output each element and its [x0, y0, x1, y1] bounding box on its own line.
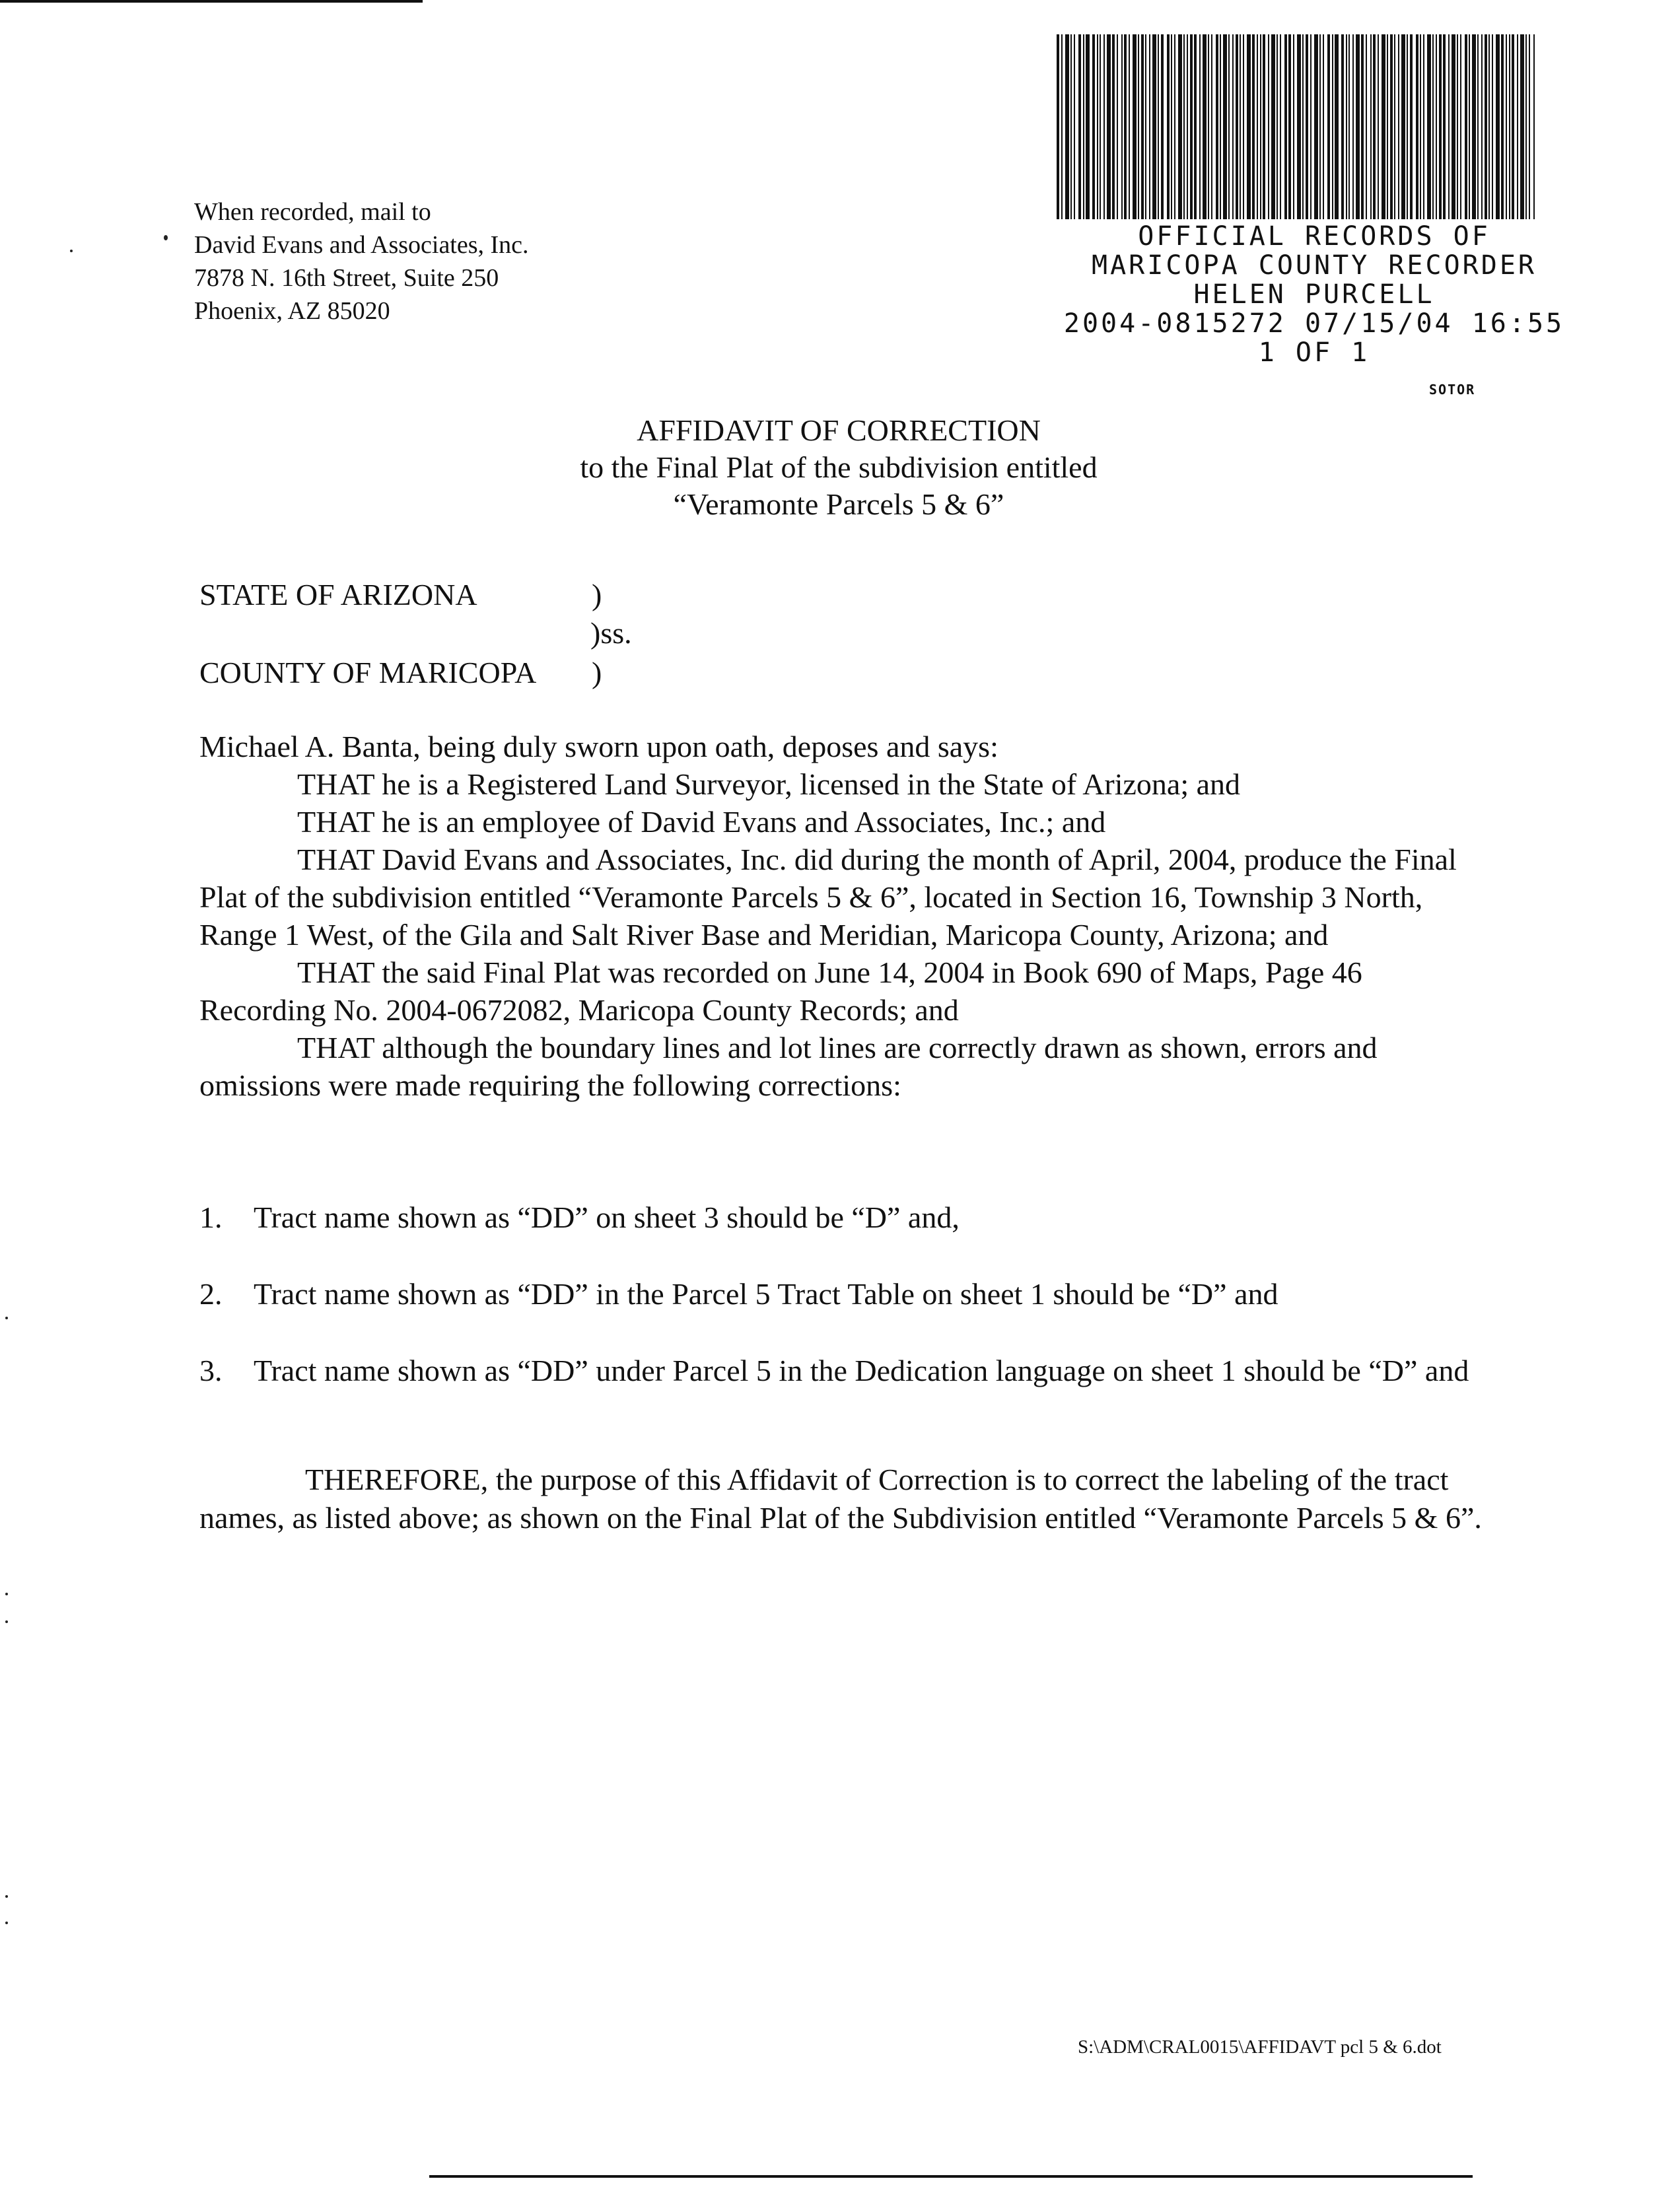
barcode-bar: [1263, 34, 1265, 219]
barcode-bar: [1448, 34, 1450, 219]
barcode-bar: [1252, 34, 1255, 219]
barcode-bar: [1121, 34, 1123, 219]
scan-speck: [5, 1922, 8, 1924]
barcode-bar: [1485, 34, 1487, 219]
recording-number: 2004-0815272 07/15/04 16:55: [1063, 308, 1565, 339]
barcode-bar: [1319, 34, 1321, 219]
barcode-bar: [1138, 34, 1139, 219]
barcode-bar: [1190, 34, 1193, 219]
barcode-bar: [1341, 34, 1344, 219]
barcode-bar: [1310, 34, 1312, 219]
scan-speck: [5, 1593, 8, 1595]
barcode-bar: [1512, 34, 1514, 219]
barcode-bar: [1401, 34, 1405, 219]
barcode-bar: [1117, 34, 1118, 219]
barcode-bar: [1501, 34, 1504, 219]
recorder-line: OFFICIAL RECORDS OF: [1138, 221, 1490, 252]
barcode-bar: [1394, 34, 1395, 219]
correction-item: [199, 1351, 1487, 1391]
scan-speck: [5, 1317, 8, 1319]
barcode-bar: [1107, 34, 1111, 219]
barcode-bar: [1496, 34, 1500, 219]
barcode-bar: [1211, 34, 1212, 219]
correction-item: [199, 1198, 1487, 1237]
barcode-bar: [1457, 34, 1458, 219]
barcode-bar: [1152, 34, 1156, 219]
barcode-bar: [1481, 34, 1483, 219]
venue-ss: )ss.: [590, 616, 632, 650]
mail-to-address-block: [194, 195, 529, 328]
barcode-bar: [1271, 34, 1275, 219]
correction-number: 3.: [199, 1354, 223, 1387]
scan-speck: [70, 250, 73, 252]
barcode-bar: [1183, 34, 1185, 219]
barcode-bar: [1370, 34, 1372, 219]
barcode-bar: [1061, 34, 1063, 219]
barcode: [1055, 34, 1536, 219]
barcode-bar: [1469, 34, 1470, 219]
document-title: [396, 412, 1281, 523]
barcode-bar: [1460, 34, 1461, 219]
barcode-bar: [1078, 34, 1081, 219]
barcode-bar: [1216, 34, 1218, 219]
barcode-bar: [1288, 34, 1291, 219]
venue-county: COUNTY OF MARICOPA: [199, 656, 537, 689]
barcode-bar: [1335, 34, 1339, 219]
barcode-bar: [1492, 34, 1493, 219]
file-path-footer: S:\ADM\CRAL0015\AFFIDAVT pcl 5 & 6.dot: [1078, 2036, 1442, 2058]
barcode-bar: [1178, 34, 1182, 219]
barcode-bar: [1314, 34, 1318, 219]
barcode-bar: [1416, 34, 1418, 219]
barcode-bar: [1187, 34, 1188, 219]
barcode-bar: [1171, 34, 1172, 219]
scan-speck: [5, 1895, 8, 1898]
therefore-paragraph-block: [199, 1461, 1494, 1537]
barcode-bar: [1452, 34, 1455, 219]
title-line: AFFIDAVIT OF CORRECTION: [637, 413, 1041, 447]
barcode-bar: [1439, 34, 1442, 219]
venue-paren: ): [592, 656, 602, 689]
barcode-bar: [1382, 34, 1385, 219]
barcode-bar: [1517, 34, 1518, 219]
barcode-bar: [1124, 34, 1127, 219]
body-paragraph: THAT although the boundary lines and lot lines are correctly drawn as shown, errors and omissions were made requiring the following corrections:: [199, 1031, 1378, 1102]
correction-item: [199, 1274, 1487, 1314]
barcode-bar: [1240, 34, 1241, 219]
scan-speck: [164, 235, 168, 240]
barcode-bar: [1332, 34, 1333, 219]
barcode-bar: [1092, 34, 1095, 219]
barcode-bar: [1268, 34, 1269, 219]
barcode-bar: [1302, 34, 1304, 219]
barcode-bar: [1065, 34, 1069, 219]
barcode-bar: [1520, 34, 1524, 219]
top-scan-rule: [0, 0, 423, 3]
barcode-bar: [1097, 34, 1098, 219]
barcode-bar: [1194, 34, 1197, 219]
barcode-bar: [1378, 34, 1379, 219]
barcode-bar: [1390, 34, 1393, 219]
barcode-bar: [1284, 34, 1287, 219]
barcode-bar: [1407, 34, 1408, 219]
barcode-bar: [1348, 34, 1350, 219]
therefore-paragraph: THEREFORE, the purpose of this Affidavit of Correction is to correct the labeling of the tract names, as listed above; as shown on the Final Plat of the Subdivision entitled “Veramonte Parcels 5 & 6”.: [199, 1463, 1482, 1535]
barcode-bar: [1141, 34, 1144, 219]
barcode-bar: [1443, 34, 1446, 219]
barcode-bar: [1361, 34, 1364, 219]
barcode-bar: [1145, 34, 1146, 219]
mail-to-line: Phoenix, AZ 85020: [194, 297, 390, 325]
barcode-bar: [1366, 34, 1367, 219]
body-paragraph: THAT David Evans and Associates, Inc. did during the month of April, 2004, produce the Final Plat of the subdivision entitled “Veramonte Parcels 5 & 6”, located in Section 16, Township 3 North, Range 1 West, of the Gila and Salt River Base and Meridian, Maricopa County, Arizona; and: [199, 843, 1457, 952]
barcode-bar: [1232, 34, 1234, 219]
barcode-bar: [1228, 34, 1230, 219]
mail-to-line: David Evans and Associates, Inc.: [194, 231, 529, 259]
barcode-bar: [1129, 34, 1130, 219]
barcode-bar: [1220, 34, 1221, 219]
barcode-bar: [1477, 34, 1479, 219]
barcode-bar: [1306, 34, 1308, 219]
recorder-line: HELEN PURCELL: [1193, 279, 1435, 310]
affidavit-body: [199, 728, 1494, 1104]
barcode-bar: [1323, 34, 1324, 219]
barcode-bar: [1529, 34, 1530, 219]
title-line: to the Final Plat of the subdivision entitled: [580, 450, 1098, 484]
mail-to-line: When recorded, mail to: [194, 198, 431, 226]
barcode-bar: [1280, 34, 1281, 219]
barcode-bar: [1346, 34, 1347, 219]
barcode-bar: [1161, 34, 1164, 219]
barcode-bar: [1277, 34, 1278, 219]
recorder-code: SOTOR: [1429, 382, 1476, 398]
barcode-bar: [1112, 34, 1115, 219]
barcode-bar: [1410, 34, 1413, 219]
barcode-bar: [1506, 34, 1507, 219]
barcode-bar: [1423, 34, 1424, 219]
barcode-bar: [1509, 34, 1510, 219]
barcode-bar: [1352, 34, 1354, 219]
body-paragraph: THAT he is a Registered Land Surveyor, licensed in the State of Arizona; and: [297, 767, 1241, 801]
barcode-bar: [1074, 34, 1075, 219]
barcode-bar: [1420, 34, 1421, 219]
venue-state: STATE OF ARIZONA: [199, 578, 477, 611]
barcode-bar: [1387, 34, 1388, 219]
correction-number: 2.: [199, 1277, 223, 1311]
bottom-scan-rule: [429, 2175, 1473, 2178]
barcode-bar: [1398, 34, 1399, 219]
barcode-bar: [1083, 34, 1084, 219]
barcode-bar: [1356, 34, 1360, 219]
barcode-bar: [1373, 34, 1376, 219]
venue-paren: ): [592, 578, 602, 611]
barcode-bar: [1158, 34, 1159, 219]
correction-text: Tract name shown as “DD” in the Parcel 5 Tract Table on sheet 1 should be “D” and: [254, 1277, 1278, 1311]
barcode-bar: [1174, 34, 1175, 219]
barcode-bar: [1427, 34, 1431, 219]
barcode-bar: [1257, 34, 1258, 219]
barcode-bar: [1133, 34, 1137, 219]
barcode-bar: [1260, 34, 1261, 219]
barcode-bar: [1436, 34, 1437, 219]
barcode-bar: [1472, 34, 1476, 219]
barcode-bar: [1167, 34, 1170, 219]
barcode-bar: [1297, 34, 1301, 219]
barcode-bar: [1203, 34, 1207, 219]
barcode-bar: [1057, 34, 1059, 219]
barcode-bar: [1199, 34, 1201, 219]
barcode-bar: [1488, 34, 1490, 219]
title-line: “Veramonte Parcels 5 & 6”: [673, 487, 1004, 521]
barcode-bar: [1086, 34, 1090, 219]
barcode-bar: [1293, 34, 1294, 219]
barcode-bar: [1533, 34, 1535, 219]
barcode-bar: [1208, 34, 1209, 219]
body-paragraph: THAT the said Final Plat was recorded on June 14, 2004 in Book 690 of Maps, Page 46 Recording No. 2004-0672082, Maricopa County Records; and: [199, 955, 1362, 1027]
barcode-bar: [1243, 34, 1244, 219]
barcode-bar: [1070, 34, 1072, 219]
body-paragraph: THAT he is an employee of David Evans and Associates, Inc.; and: [297, 805, 1106, 839]
scan-speck: [5, 1620, 8, 1623]
recorder-line: MARICOPA COUNTY RECORDER: [1092, 250, 1537, 281]
barcode-bar: [1103, 34, 1105, 219]
barcode-bar: [1432, 34, 1434, 219]
correction-text: Tract name shown as “DD” under Parcel 5 in the Dedication language on sheet 1 should be “D” and: [254, 1354, 1469, 1387]
correction-text: Tract name shown as “DD” on sheet 3 should be “D” and,: [254, 1200, 960, 1234]
barcode-bar: [1327, 34, 1330, 219]
correction-number: 1.: [199, 1200, 223, 1234]
page-count: 1 OF 1: [1258, 337, 1370, 368]
barcode-bar: [1100, 34, 1101, 219]
mail-to-line: 7878 N. 16th Street, Suite 250: [194, 264, 499, 292]
body-intro: Michael A. Banta, being duly sworn upon oath, deposes and says:: [199, 730, 998, 763]
recorder-stamp: [1037, 222, 1592, 367]
barcode-bar: [1525, 34, 1527, 219]
barcode-bar: [1149, 34, 1150, 219]
barcode-bar: [1465, 34, 1467, 219]
barcode-bar: [1223, 34, 1227, 219]
barcode-bar: [1236, 34, 1238, 219]
barcode-bar: [1247, 34, 1251, 219]
